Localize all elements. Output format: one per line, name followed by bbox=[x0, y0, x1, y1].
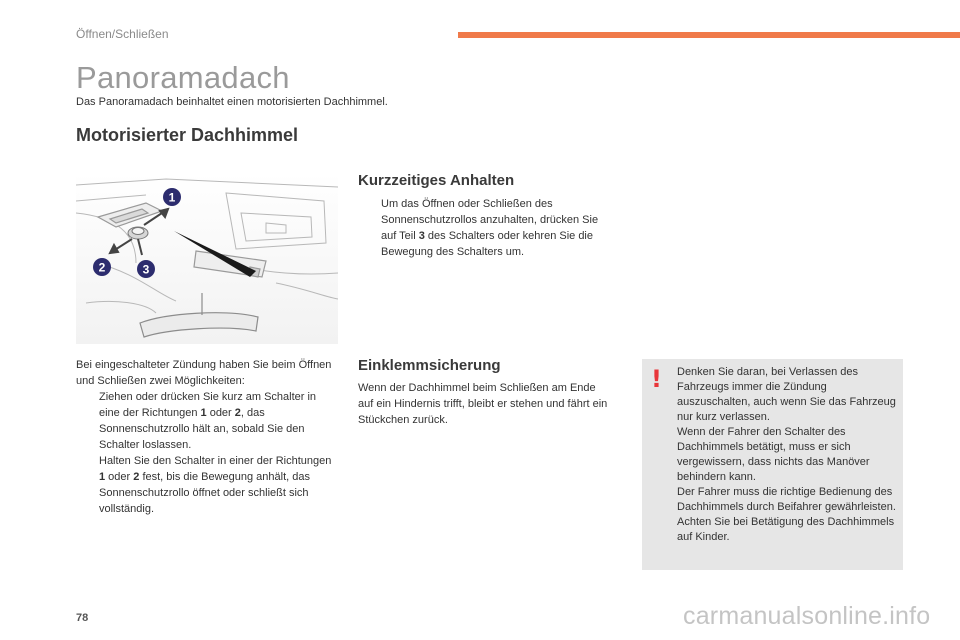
motor-bullet-1-part-b: oder bbox=[206, 407, 235, 419]
motor-text-block bbox=[76, 357, 338, 517]
warning-note-box bbox=[642, 359, 903, 570]
direction-key-2: 2 bbox=[133, 471, 140, 483]
motor-intro: Bei eingeschalteter Zündung haben Sie beim Öffnen und Schließen zwei Möglichkeiten: bbox=[76, 359, 332, 387]
headliner-switch-illustration bbox=[76, 173, 338, 344]
callout-2 bbox=[93, 258, 111, 276]
callout-3 bbox=[137, 260, 155, 278]
short-stop-part-b: des Schalters oder kehren Sie die Bewegung des Schalters um. bbox=[381, 230, 593, 258]
callout-3-label: 3 bbox=[142, 262, 150, 277]
warning-note-text bbox=[677, 365, 897, 545]
header-accent-bar bbox=[458, 32, 960, 38]
short-stop-heading: Kurzzeitiges Anhalten bbox=[358, 172, 515, 189]
motor-bullet-1-part-c: , das Sonnenschutzrollo hält an, sobald Sie den Schalter loslassen. bbox=[99, 407, 305, 451]
motor-bullet-1-part-a: Ziehen oder drücken Sie kurz am Schalter in eine der Richtungen bbox=[99, 391, 317, 419]
direction-key-2: 2 bbox=[234, 407, 241, 419]
page-title: Panoramadach bbox=[76, 60, 290, 95]
note-line: Achten Sie bei Betätigung des Dachhimmels auf Kinder. bbox=[677, 516, 895, 543]
note-line: Denken Sie daran, bei Verlassen des Fahrzeugs immer die Zündung auszuschalten, auch wenn Sie das Fahrzeug nur kurz verlassen. bbox=[677, 366, 896, 423]
direction-key-1: 1 bbox=[99, 471, 106, 483]
section-header: Öffnen/Schließen bbox=[76, 27, 169, 41]
page-intro: Das Panoramadach beinhaltet einen motorisierten Dachhimmel. bbox=[76, 96, 388, 108]
anti-pinch-text: Wenn der Dachhimmel beim Schließen am Ende auf ein Hindernis trifft, bleibt er stehen und fährt ein Stückchen zurück. bbox=[358, 382, 608, 426]
short-stop-text bbox=[358, 196, 608, 260]
motor-bullet-1 bbox=[76, 389, 338, 453]
motorized-headliner-heading: Motorisierter Dachhimmel bbox=[76, 125, 299, 145]
motor-bullet-2 bbox=[76, 453, 338, 517]
callout-2-label: 2 bbox=[98, 260, 106, 275]
note-line: Wenn der Fahrer den Schalter des Dachhimmels betätigt, muss er sich vergewissern, dass nichts das Manöver behindern kann. bbox=[677, 426, 870, 483]
short-stop-bullet bbox=[358, 196, 608, 260]
callout-1-label: 1 bbox=[168, 190, 176, 205]
illustration-svg bbox=[76, 173, 338, 344]
callout-1 bbox=[163, 188, 181, 206]
motor-bullet-2-part-b: oder bbox=[105, 471, 134, 483]
direction-key-1: 1 bbox=[200, 407, 207, 419]
short-stop-part-a: Um das Öffnen oder Schließen des Sonnenschutzrollos anzuhalten, drücken Sie auf Teil bbox=[381, 198, 599, 242]
motor-bullet-2-part-a: Halten Sie den Schalter in einer der Richtungen bbox=[99, 455, 332, 467]
warning-exclamation-icon: ! bbox=[651, 365, 662, 393]
motor-bullet-2-part-c: fest, bis die Bewegung anhält, das Sonnenschutzrollo öffnet oder schließt sich vollständig. bbox=[99, 471, 311, 515]
page-number: 78 bbox=[76, 612, 89, 624]
watermark: carmanualsonline.info bbox=[683, 602, 931, 630]
part-key-3: 3 bbox=[418, 230, 425, 242]
note-line: Der Fahrer muss die richtige Bedienung des Dachhimmels durch Beifahrer gewährleisten. bbox=[677, 486, 896, 513]
anti-pinch-heading: Einklemmsicherung bbox=[358, 357, 501, 374]
